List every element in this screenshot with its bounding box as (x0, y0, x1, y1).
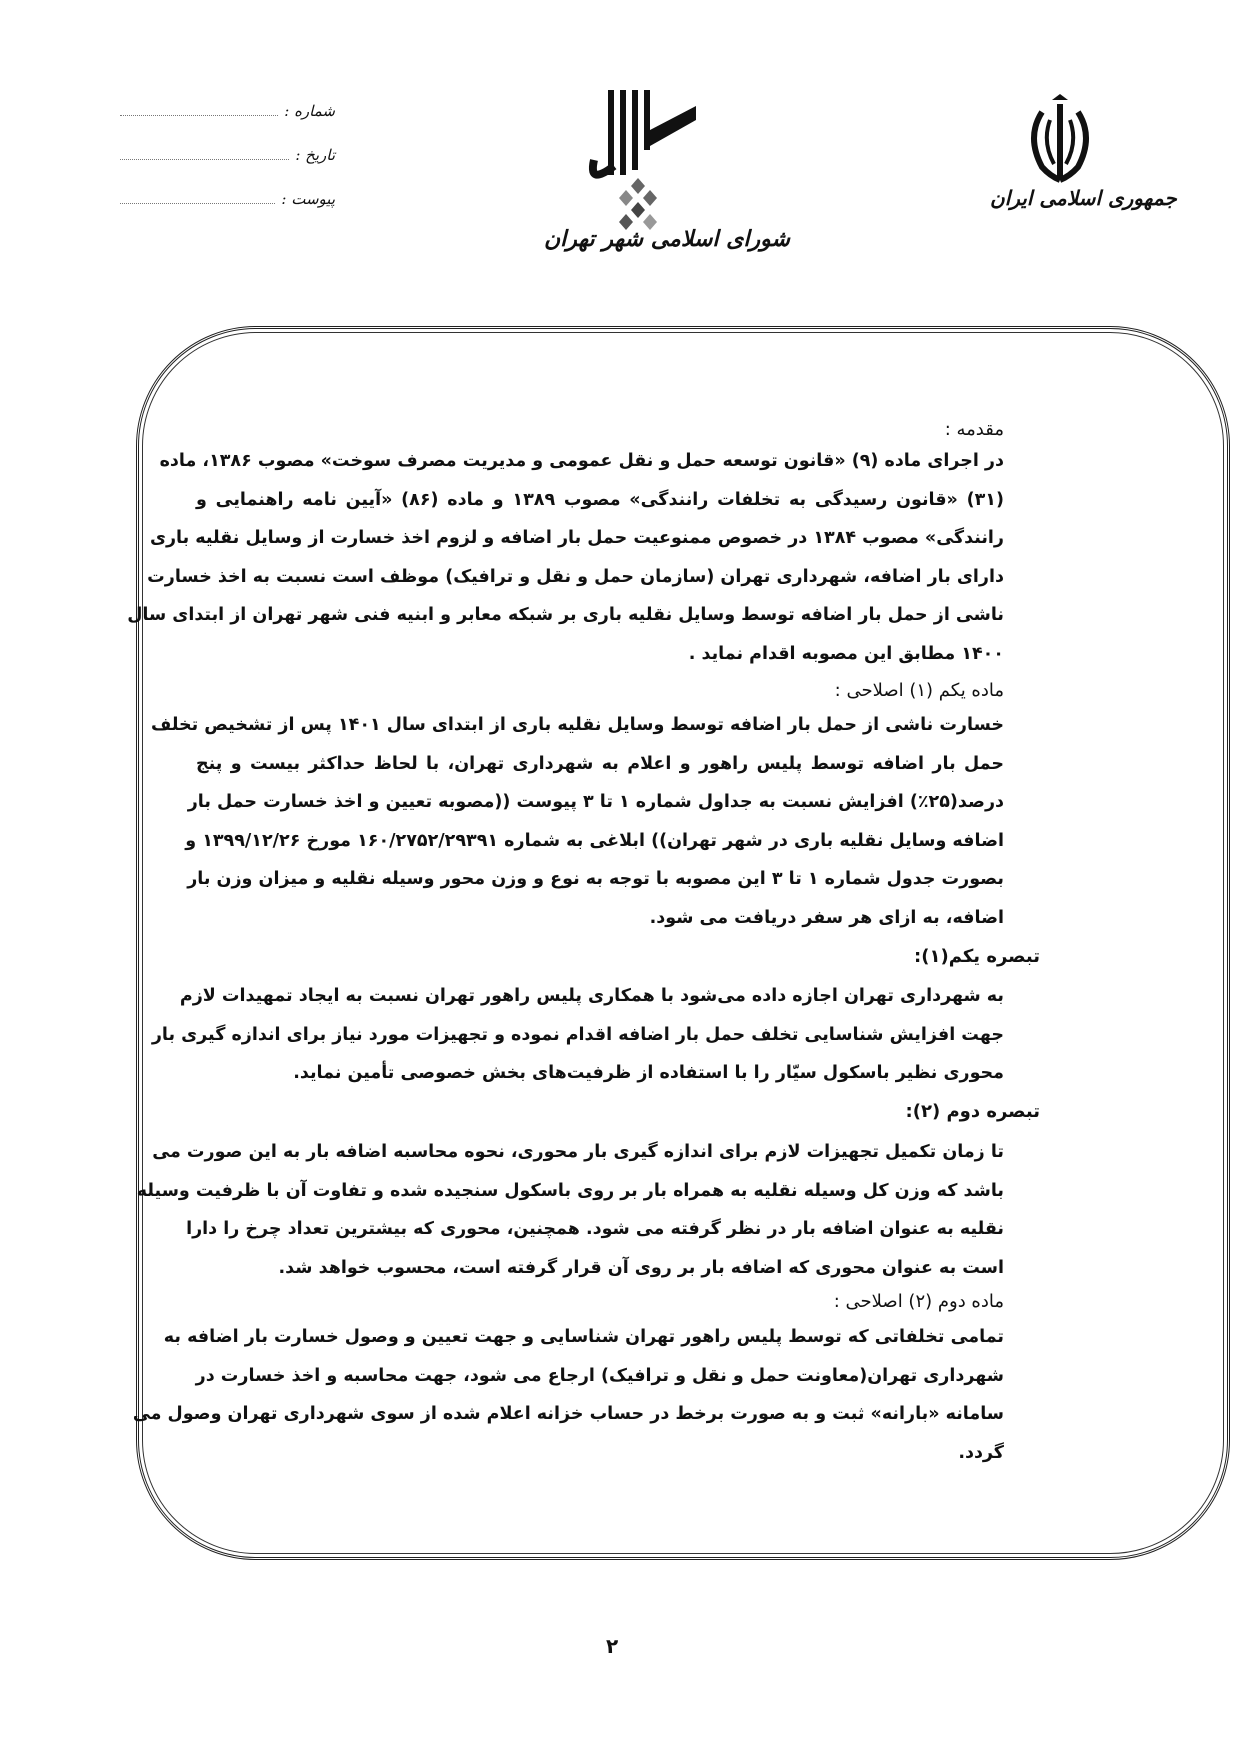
note1-heading: تبصره یکم(۱): (914, 946, 1040, 967)
article2-heading-wrap (196, 1284, 1004, 1320)
paragraph-line: جهت افزایش شناسایی تخلف حمل بار اضافه اقدام نموده و تجهیزات مورد نیاز برای اندازه گیری بار (151, 1024, 1004, 1045)
emblem-caption: جمهوری اسلامی ایران (990, 186, 1177, 210)
paragraph-line: است به عنوان محوری که اضافه بار بر روی آن قرار گرفته است، محسوب خواهد شد. (278, 1257, 1004, 1278)
paragraph-line: خسارت ناشی از حمل بار اضافه توسط وسایل نقلیه باری از ابتدای سال ۱۴۰۱ پس از تشخیص تخلف (151, 715, 1004, 735)
note1-heading-wrap (180, 939, 1040, 975)
paragraph-line: باشد که وزن کل وسیله نقلیه به همراه بار بر روی باسکول سنجیده شده و تفاوت آن با ظرفیت وسیله (136, 1180, 1004, 1201)
number-blank (120, 105, 278, 116)
paragraph-line: اضافه وسایل نقلیه باری در شهر تهران)) ابلاغی به شماره ۱۶۰/۲۷۵۲/۲۹۳۹۱ مورخ ۱۳۹۹/۱۲/۲۶ و (185, 830, 1004, 851)
paragraph-line: ۱۴۰۰ مطابق این مصوبه اقدام نماید . (688, 643, 1004, 664)
council-caption: شورای اسلامی شهر تهران (544, 226, 790, 252)
paragraph-line: دارای بار اضافه، شهرداری تهران (سازمان حمل و نقل و ترافیک) موظف است نسبت به اخذ خسارت (147, 566, 1004, 587)
attachment-field (120, 190, 335, 208)
intro-heading: مقدمه : (944, 419, 1004, 440)
paragraph-line: تا زمان تکمیل تجهیزات لازم برای اندازه گیری بار محوری، نحوه محاسبه اضافه بار به این صورت می (152, 1142, 1004, 1162)
paragraph-line: به شهرداری تهران اجازه داده می‌شود با همکاری پلیس راهور تهران نسبت به ایجاد تمهیدات لازم (179, 986, 1004, 1006)
paragraph-line: بصورت جدول شماره ۱ تا ۳ این مصوبه با توجه به نوع و وزن محور وسیله نقلیه و میزان وزن بار (187, 869, 1004, 890)
article2-heading: ماده دوم (۲) اصلاحی : (833, 1291, 1004, 1312)
paragraph-line: تمامی تخلفاتی که توسط پلیس راهور تهران شناسایی و جهت تعیین و وصول خسارت بار اضافه به (163, 1327, 1004, 1347)
intro-body (127, 442, 1004, 674)
iran-emblem (1020, 92, 1100, 184)
paragraph-line: (۳۱) «قانون رسیدگی به تخلفات رانندگی» مصوب ۱۳۸۹ و ماده (۸۶) «آیین نامه راهنمایی و (196, 489, 1004, 510)
article2-body (132, 1318, 1004, 1472)
paragraph-line: حمل بار اضافه توسط پلیس راهور و اعلام به شهرداری تهران، با لحاظ حداکثر بیست و پنج (196, 753, 1004, 774)
tehran-council-logo (578, 86, 698, 236)
paragraph-line: سامانه «بارانه» ثبت و به صورت برخط در حساب خزانه اعلام شده از سوی شهرداری تهران وصول می (132, 1404, 1004, 1425)
note2-heading-wrap (180, 1094, 1040, 1130)
number-field (120, 102, 335, 120)
date-field (120, 146, 335, 164)
paragraph-line: گردد. (958, 1442, 1004, 1463)
council-logo-icon (578, 86, 698, 236)
paragraph-line: شهرداری تهران(معاونت حمل و نقل و ترافیک) ارجاع می شود، جهت محاسبه و اخذ خسارت در (195, 1365, 1004, 1386)
number-label: شماره : (284, 102, 335, 120)
emblem-icon (1020, 92, 1100, 184)
paragraph-line: درصد(۲۵٪) افزایش نسبت به جداول شماره ۱ تا ۳ پیوست ((مصوبه تعیین و اخذ خسارت حمل بار (187, 792, 1004, 813)
date-blank (120, 149, 289, 160)
note1-body (151, 977, 1004, 1093)
article1-body (151, 706, 1004, 938)
article1-heading: ماده یکم (۱) اصلاحی : (834, 680, 1004, 701)
attachment-blank (120, 193, 275, 204)
page-number: ۲ (606, 1634, 619, 1658)
paragraph-line: محوری نظیر باسکول سیّار را با استفاده از ظرفیت‌های بخش خصوصی تأمین نماید. (293, 1063, 1004, 1084)
paragraph-line: اضافه، به ازای هر سفر دریافت می شود. (649, 907, 1004, 928)
paragraph-line: نقلیه به عنوان اضافه بار در نظر گرفته می شود. همچنین، محوری که بیشترین تعداد چرخ را دارا (186, 1219, 1004, 1240)
note2-heading: تبصره دوم (۲): (905, 1101, 1040, 1122)
attachment-label: پیوست : (281, 190, 335, 208)
paragraph-line: ناشی از حمل بار اضافه توسط وسایل نقلیه باری بر شبکه معابر و ابنیه فنی شهر تهران از ابتدای سال (127, 605, 1004, 626)
paragraph-line: رانندگی» مصوب ۱۳۸۴ در خصوص ممنوعیت حمل بار اضافه و لزوم اخذ خسارت از وسایل نقلیه باری (149, 528, 1004, 549)
paragraph-line: در اجرای ماده (۹) «قانون توسعه حمل و نقل عمومی و مدیریت مصرف سوخت» مصوب ۱۳۸۶، ماده (159, 451, 1004, 471)
article1-heading-wrap (196, 673, 1004, 709)
date-label: تاریخ : (295, 146, 335, 164)
note2-body (136, 1133, 1004, 1287)
